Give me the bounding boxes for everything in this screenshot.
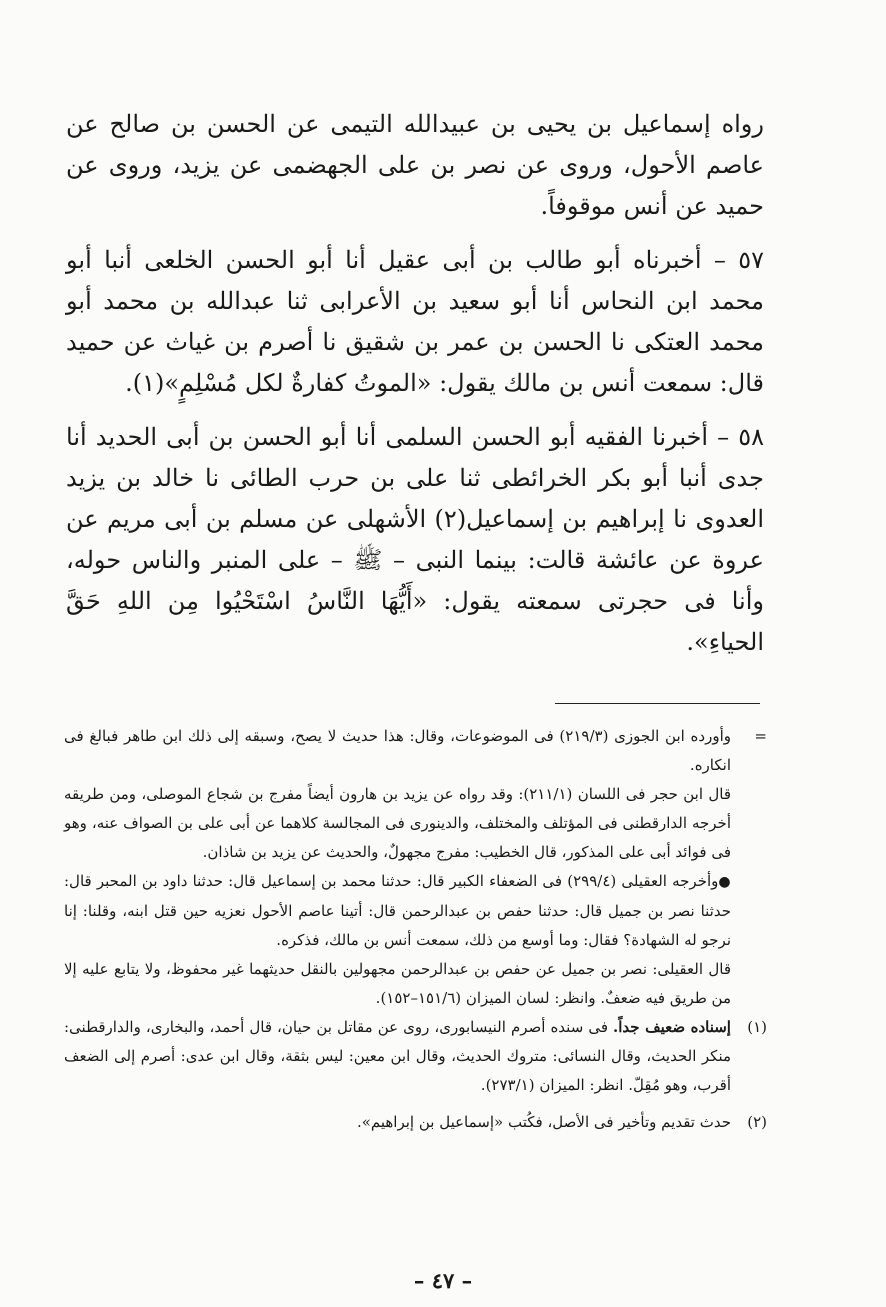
- footnote-1: [64, 1013, 767, 1100]
- footnotes: [64, 722, 767, 1137]
- main-text: [66, 104, 764, 676]
- footnote-1-body: فى سنده أصرم النيسابورى، روى عن مقاتل بن حيان، قال أحمد، والبخارى، والدارقطنى: منكر الحديث، وقال النسائى: متروك الحديث، وقال ابن معين: ليس بثقة، وقال ابن عدى: أصرم إلى الضعف أقرب، وهو مُقِلّ. انظر: الميزان (٢٧٣/١).: [64, 1018, 731, 1094]
- footnote-continued: [64, 722, 767, 1013]
- page-number: – ٤٧ –: [413, 1268, 473, 1293]
- footnote-divider: [555, 703, 760, 704]
- footnote-cont-line3: [64, 867, 731, 955]
- footnote-cont-line4: قال العقيلى: نصر بن جميل عن حفص بن عبدالرحمن مجهولين بالنقل حديثهما غير محفوظ، ولا يتابع عليه إلا من طريق فيه ضعفٌ. وانظر: لسان الميزان (١٥١/٦–١٥٢).: [64, 960, 731, 1007]
- footnote-1-mark: (١): [747, 1018, 767, 1036]
- footnote-2: [64, 1108, 767, 1137]
- hadith-57: ٥٧ – أخبرناه أبو طالب بن أبى عقيل أنا أبو الحسن الخلعى أنبا أبو محمد ابن النحاس أنا أبو سعيد بن الأعرابى ثنا عبدالله بن محمد أبو محمد العتكى نا الحسن بن عمر بن شقيق نا أصرم بن غياث عن حميد قال: سمعت أنس بن مالك يقول: «الموتُ كفارةٌ لكل مُسْلِمٍ»(١).: [66, 246, 765, 397]
- bullet-icon: ●: [718, 874, 731, 890]
- footnote-cont-line2: قال ابن حجر فى اللسان (٢١١/١): وقد رواه عن يزيد بن هارون أيضاً مفرج بن شجاع الموصلى، ومن طريقه أخرجه الدارقطنى فى المؤتلف والمختلف، والدينورى فى المجالسة كلاهما عن أبى على بن الصواف عنه، وهو فى فوائد أبى على المذكور، قال الخطيب: مفرج مجهولٌ، والحديث عن يزيد بن شاذان.: [64, 785, 731, 861]
- paragraph-intro: رواه إسماعيل بن يحيى بن عبيدالله التيمى عن الحسن بن صالح عن عاصم الأحول، وروى عن نصر بن على الجهضمى عن يزيد، وروى عن حميد عن أنس موقوفاً.: [66, 110, 764, 220]
- footnote-1-text: [64, 1013, 731, 1100]
- hadith-58: ٥٨ – أخبرنا الفقيه أبو الحسن السلمى أنا أبو الحسن بن أبى الحديد أنا جدى أنبا أبو بكر الخرائطى ثنا على بن حرب الطائى نا خالد بن يزيد العدوى نا إبراهيم بن إسماعيل(٢) الأشهلى عن مسلم بن أبى مريم عن عروة عن عائشة قالت: بينما النبى – ﷺ – على المنبر والناس حوله، وأنا فى حجرتى سمعته يقول: «أَيُّهَا النَّاسُ اسْتَحْيُوا مِن اللهِ حَقَّ الحياءِ».: [66, 423, 765, 656]
- footnote-cont-line1: وأورده ابن الجوزى (٢١٩/٣) فى الموضوعات، وقال: هذا حديث لا يصح، وسبقه إلى ذلك ابن طاهر فبالغ فى انكاره.: [64, 727, 731, 774]
- footnote-2-mark: (٢): [747, 1113, 767, 1131]
- continuation-mark: =: [754, 727, 767, 745]
- footnote-1-grading: إسناده ضعيف جداً.: [613, 1018, 731, 1036]
- footnote-2-text: حدث تقديم وتأخير فى الأصل، فكُتب «إسماعيل بن إبراهيم».: [356, 1113, 731, 1131]
- footnote-cont-line3-text: وأخرجه العقيلى (٢٩٩/٤) فى الضعفاء الكبير قال: حدثنا محمد بن إسماعيل قال: حدثنا داود بن المحبر قال: حدثنا نصر بن جميل قال: حدثنا حفص بن عبدالرحمن قال: أتينا عاصم الأحول نعزيه حين قتل ابنه، وقلنا: إنا نرجو له الشهادة؟ فقال: وما أوسع من ذلك، سمعت أنس بن مالك، فذكره.: [64, 872, 731, 949]
